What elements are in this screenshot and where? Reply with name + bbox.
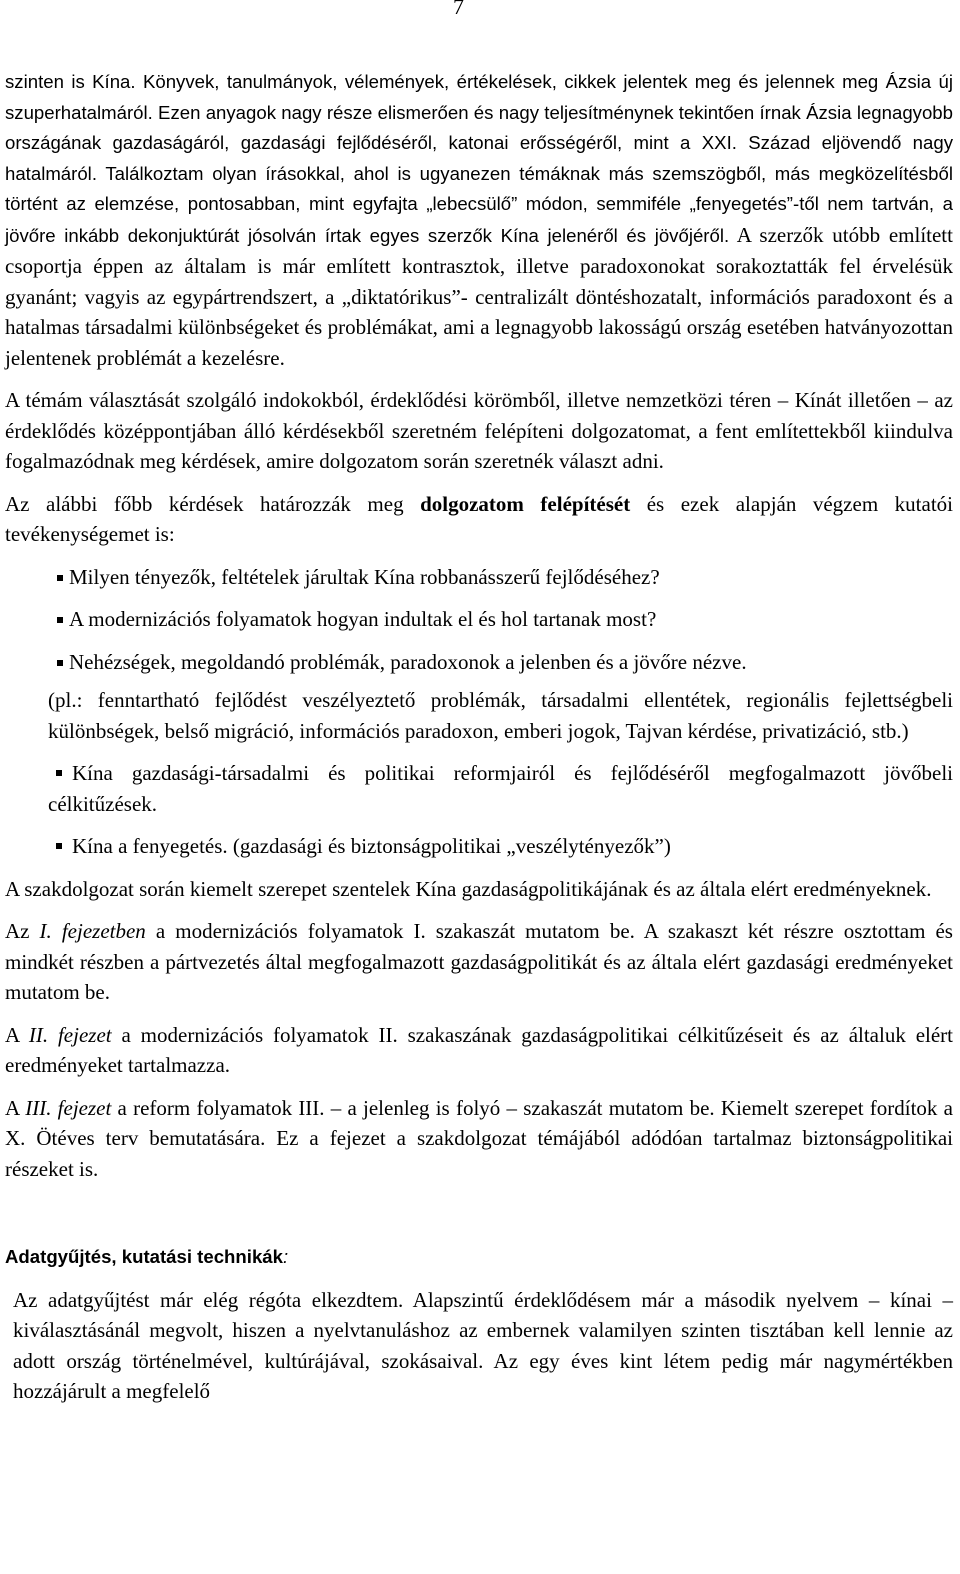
focus-paragraph: A szakdolgozat során kiemelt szerepet szentelek Kína gazdaságpolitikájának és az általa elért eredményeknek. — [5, 876, 932, 901]
square-bullet-icon — [56, 770, 62, 776]
topic-choice-paragraph: A témám választását szolgáló indokokból, érdeklődési körömből, illetve nemzetközi téren – Kínát illetően – az érdeklődés középpontjában álló kérdésekből szeretném felépíteni dolgozatomat, a fent említettekből kiindulva fogalmazódnak meg kérdések, amire dolgozatom során szeretnék választ adni. — [5, 388, 953, 473]
chapter-three-paragraph — [5, 1093, 953, 1185]
list-item-text: Nehézségek, megoldandó problémák, paradoxonok a jelenben és a jövőre nézve. — [69, 649, 747, 674]
data-collection-paragraph: Az adatgyűjtést már elég régóta elkezdtem. Alapszintű érdeklődésem már a második nyelvem – kínai – kiválasztásánál megvolt, hiszen a nyelvtanuláshoz az embernek valamilyen szinten tisztában kell lennie az adott ország történelmével, kultúrájával, szokásaival. Az egy éves kint létem pedig már nagymértékben hozzájárult a megfelelő — [13, 1287, 953, 1403]
section-heading-text: Adatgyűjtés, kutatási technikák — [5, 1246, 283, 1267]
page-number: 7 — [453, 0, 464, 19]
section-heading — [5, 1242, 953, 1273]
chapter-three-before: A — [5, 1095, 26, 1120]
document-body — [5, 67, 953, 1407]
chapter-three-after: a reform folyamatok III. – a jelenleg is folyó – szakaszát mutatom be. Kiemelt szerepet fordítok a X. Ötéves terv bemutatására. Ez a fejezet a szakdolgozat témájából adódóan tartalmaz biztonságpolitikai részeket is. — [5, 1095, 953, 1181]
list-item-text: Kína gazdasági-társadalmi és politikai reformjairól és fejlődéséről megfogalmazott jövőbeli célkitűzések. — [48, 761, 953, 816]
list-item-text: Milyen tényezők, feltételek járultak Kína robbanásszerű fejlődéséhez? — [69, 564, 660, 589]
chapter-three-title: III. fejezet — [25, 1095, 112, 1120]
chapter-one-paragraph — [5, 916, 953, 1008]
square-bullet-icon — [57, 660, 63, 666]
chapter-one-before: Az — [5, 919, 40, 943]
questions-intro-before: Az alábbi főbb kérdések határozzák meg — [5, 491, 421, 516]
square-bullet-icon — [56, 843, 62, 849]
questions-intro-after: és ezek alapján végzem kutatói tevékenységemet is: — [5, 491, 953, 546]
list-item-text: A modernizációs folyamatok hogyan indultak el és hol tartanak most? — [69, 607, 657, 631]
list-item — [5, 647, 953, 678]
questions-intro-bold: dolgozatom felépítését — [420, 491, 631, 516]
list-item — [5, 562, 953, 593]
intro-sans-text: szinten is Kína. Könyvek, tanulmányok, vélemények, értékelések, cikkek jelentek meg és jelennek meg Ázsia új szuperhatalmáról. Ezen anyagok nagy része elismerően és nagy teljesítménynek tekintően írnak Ázsia legnagyobb országának gazdaságáról, gazdasági fejlődéséről, katonai erősségéről, mint a XXI. Század eljövendő nagy hatalmáról. Találkoztam olyan írásokkal, ahol is ugyanezen témáknak más szemszögből, más megközelítésből történt az elemzése, pontosabban, mint egyfajta „lebecsülő” módon, semmiféle „fenyegetés”-től nem tartván, a jövőre inkább dekonjuktúrát jósolván írtak egyes szerzők Kína jelenéről és jövőjéről. — [5, 71, 953, 246]
example-note: (pl.: fenntartható fejlődést veszélyeztető problémák, társadalmi ellentétek, regionális fejlettségbeli különbségek, belső migráció, információs paradoxon, emberi jogok, Tajvan kérdése, privatizáció, stb.) — [48, 688, 953, 743]
chapter-two-before: A — [5, 1022, 29, 1047]
chapter-two-paragraph — [5, 1020, 953, 1081]
list-item-text: Kína a fenyegetés. (gazdasági és biztonságpolitikai „veszélytényezők”) — [72, 834, 671, 858]
section-heading-colon: : — [282, 1246, 289, 1267]
questions-intro-paragraph — [5, 489, 953, 550]
list-item-goals — [5, 758, 953, 819]
list-item — [5, 604, 953, 635]
intro-serif-text: A szerzők utóbb említett csoportja éppen az általam is már említett kontrasztok, illetve paradoxonokat sorakoztatták fel érvelésük gyanánt; vagyis az egypártrendszert, a „diktatórikus”- centralizált döntéshozatalt, információs paradoxont és a hatalmas társadalmi különbségeket és problémákat, ami a legnagyobb lakosságú ország esetében hatványozottan jelentenek problémát a kezelésre. — [5, 222, 953, 370]
square-bullet-icon — [57, 575, 63, 581]
square-bullet-icon — [57, 617, 63, 623]
question-list — [5, 562, 953, 678]
list-item-threat — [5, 831, 953, 862]
chapter-one-after: a modernizációs folyamatok I. szakaszát mutatom be. A szakaszt két részre osztottam és mindkét részben a pártvezetés által megfogalmazott gazdaságpolitikát és az általa elért gazdasági eredményeket mutatom be. — [5, 919, 953, 1004]
intro-paragraph — [5, 67, 953, 373]
chapter-two-title: II. fejezet — [28, 1022, 112, 1047]
chapter-one-title: I. fejezetben — [39, 919, 146, 943]
chapter-two-after: a modernizációs folyamatok II. szakaszának gazdaságpolitikai célkitűzéseit és az általuk elért eredményeket tartalmazza. — [5, 1022, 954, 1077]
